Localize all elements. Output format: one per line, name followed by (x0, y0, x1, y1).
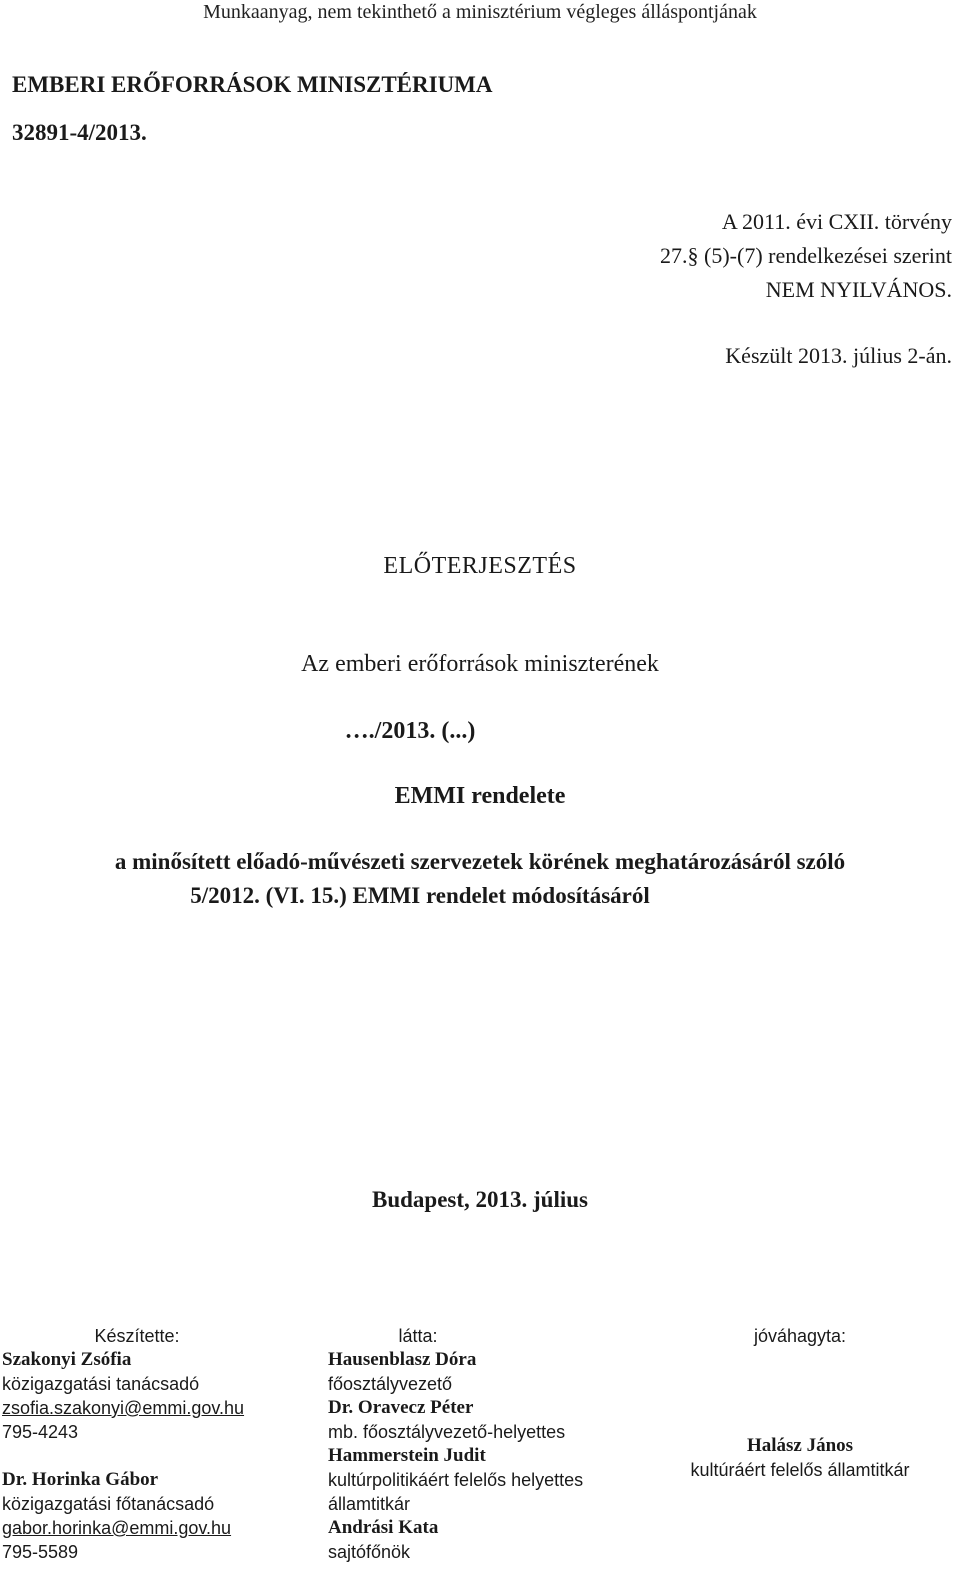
reviewer-title-cont: államtitkár (328, 1494, 411, 1514)
seen-by-header: látta: (398, 1326, 438, 1346)
prepared-by-column (2, 1324, 272, 1564)
reviewer-name: Hammerstein Judit (328, 1445, 486, 1466)
classification-law: A 2011. évi CXII. törvény (721, 209, 952, 234)
approver-name: Halász János (746, 1435, 854, 1456)
decree-type: EMMI rendelete (394, 783, 566, 809)
decree-subject-line1: a minősített előadó-művészeti szervezetek körének meghatározásáról szóló (114, 849, 846, 874)
classification-provision: 27.§ (5)-(7) rendelkezései szerint (660, 243, 952, 268)
preparer-title: közigazgatási főtanácsadó (2, 1494, 215, 1514)
reviewer-title: mb. főosztályvezető-helyettes (328, 1422, 566, 1442)
preparer-phone: 795-4243 (2, 1422, 79, 1442)
approver-title: kultúráért felelős államtitkár (690, 1460, 910, 1480)
classification-block (660, 205, 952, 307)
preparer-name: Dr. Horinka Gábor (2, 1469, 159, 1490)
approved-by-header: jóváhagyta: (753, 1326, 847, 1346)
reviewer-name: Andrási Kata (328, 1517, 439, 1538)
ministry-name: EMBERI ERŐFORRÁSOK MINISZTÉRIUMA (12, 72, 493, 97)
preparer-name: Szakonyi Zsófia (2, 1349, 132, 1370)
watermark-text: Munkaanyag, nem tekinthető a minisztérium végleges álláspontjának (203, 1, 757, 23)
reviewer-title: kultúrpolitikáért felelős helyettes (328, 1470, 584, 1490)
reviewer-name: Hausenblasz Dóra (328, 1349, 477, 1370)
reviewer-title: főosztályvezető (328, 1374, 453, 1394)
preparer-email-link[interactable]: gabor.horinka@emmi.gov.hu (2, 1518, 232, 1538)
document-subheading: Az emberi erőforrások miniszterének (301, 651, 659, 677)
document-heading: ELŐTERJESZTÉS (383, 553, 577, 579)
seen-by-column (328, 1324, 628, 1564)
approved-by-column (640, 1324, 960, 1482)
classification-status: NEM NYILVÁNOS. (765, 277, 952, 302)
preparer-email-link[interactable]: zsofia.szakonyi@emmi.gov.hu (2, 1398, 245, 1418)
preparer-phone: 795-5589 (2, 1542, 79, 1562)
preparer-title: közigazgatási tanácsadó (2, 1374, 200, 1394)
decree-subject-line2: 5/2012. (VI. 15.) EMMI rendelet módosításáról (190, 883, 650, 908)
prepared-by-header: Készítette: (94, 1326, 180, 1346)
decree-number: …./2013. (...) (344, 718, 476, 744)
reviewer-title: sajtófőnök (328, 1542, 411, 1562)
reference-number: 32891-4/2013. (12, 120, 147, 145)
reviewer-name: Dr. Oravecz Péter (328, 1397, 474, 1418)
classification-date: Készült 2013. július 2-án. (725, 343, 952, 368)
place-date: Budapest, 2013. július (371, 1187, 588, 1212)
